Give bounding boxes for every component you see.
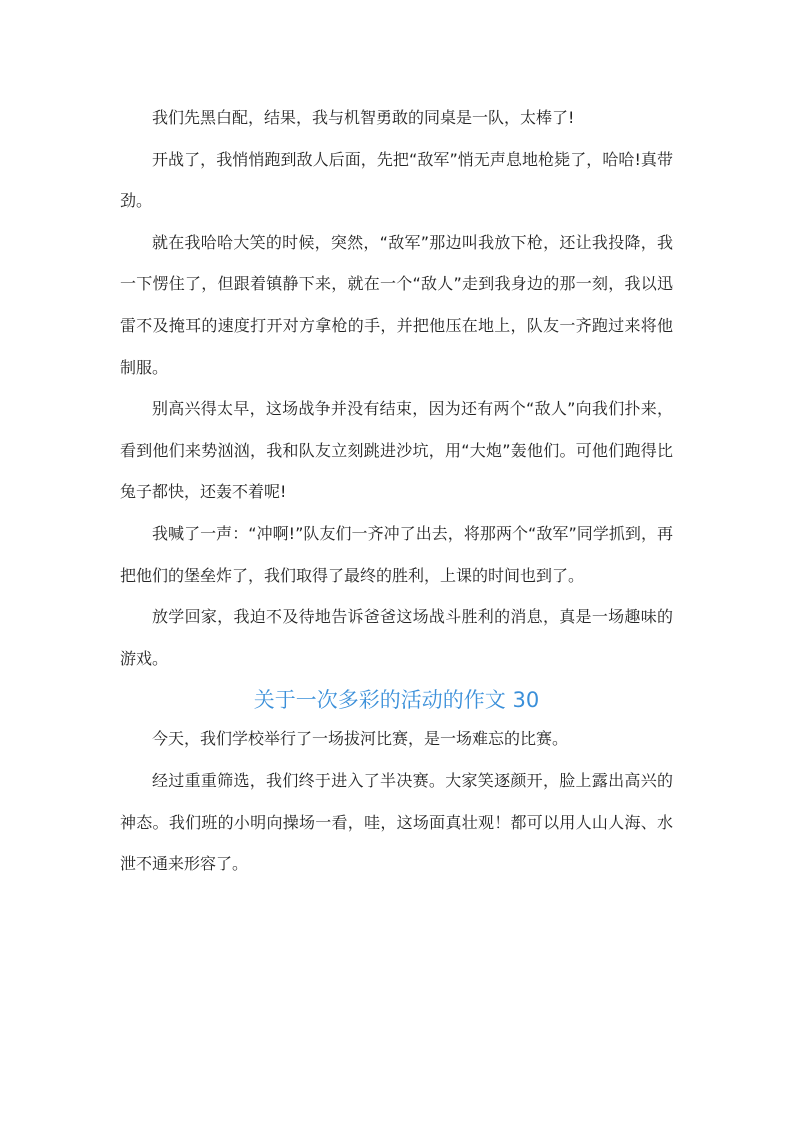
document-page	[120, 97, 673, 885]
paragraph-surrender: 就在我哈哈大笑的时候，突然，“敌军”那边叫我放下枪，还让我投降，我一下愣住了，但跟着镇静下来，就在一个“敌人”走到我身边的那一刻，我以迅雷不及掩耳的速度打开对方拿枪的手，并把他压在地上，队友一齐跑过来将他制服。	[120, 232, 673, 377]
paragraph-home: 放学回家，我迫不及待地告诉爸爸这场战斗胜利的消息，真是一场趣味的游戏。	[120, 607, 673, 668]
paragraph-black-white: 我们先黑白配，结果，我与机智勇敢的同桌是一队，太棒了!	[152, 108, 575, 127]
paragraph-tug-of-war: 今天，我们学校举行了一场拔河比赛，是一场难忘的比赛。	[152, 729, 569, 749]
paragraph-semifinal: 经过重重筛选，我们终于进入了半决赛。大家笑逐颜开，脸上露出高兴的神态。我们班的小明向操场一看，哇，这场面真壮观！都可以用人山人海、水泄不通来形容了。	[120, 770, 673, 874]
essay-heading: 关于一次多彩的活动的作文 30	[253, 688, 540, 713]
paragraph-battle-start: 开战了，我悄悄跑到敌人后面，先把“敌军”悄无声息地枪毙了，哈哈!真带劲。	[120, 149, 673, 211]
paragraph-charge: 我喊了一声：“冲啊!”队友们一齐冲了出去，将那两个“敌军”同学抓到，再把他们的堡垒炸了，我们取得了最终的胜利，上课的时间也到了。	[120, 523, 673, 585]
paragraph-cannon: 别高兴得太早，这场战争并没有结束，因为还有两个“敌人”向我们扑来，看到他们来势汹汹，我和队友立刻跳进沙坑，用“大炮”轰他们。可他们跑得比兔子都快，还轰不着呢!	[120, 399, 673, 502]
